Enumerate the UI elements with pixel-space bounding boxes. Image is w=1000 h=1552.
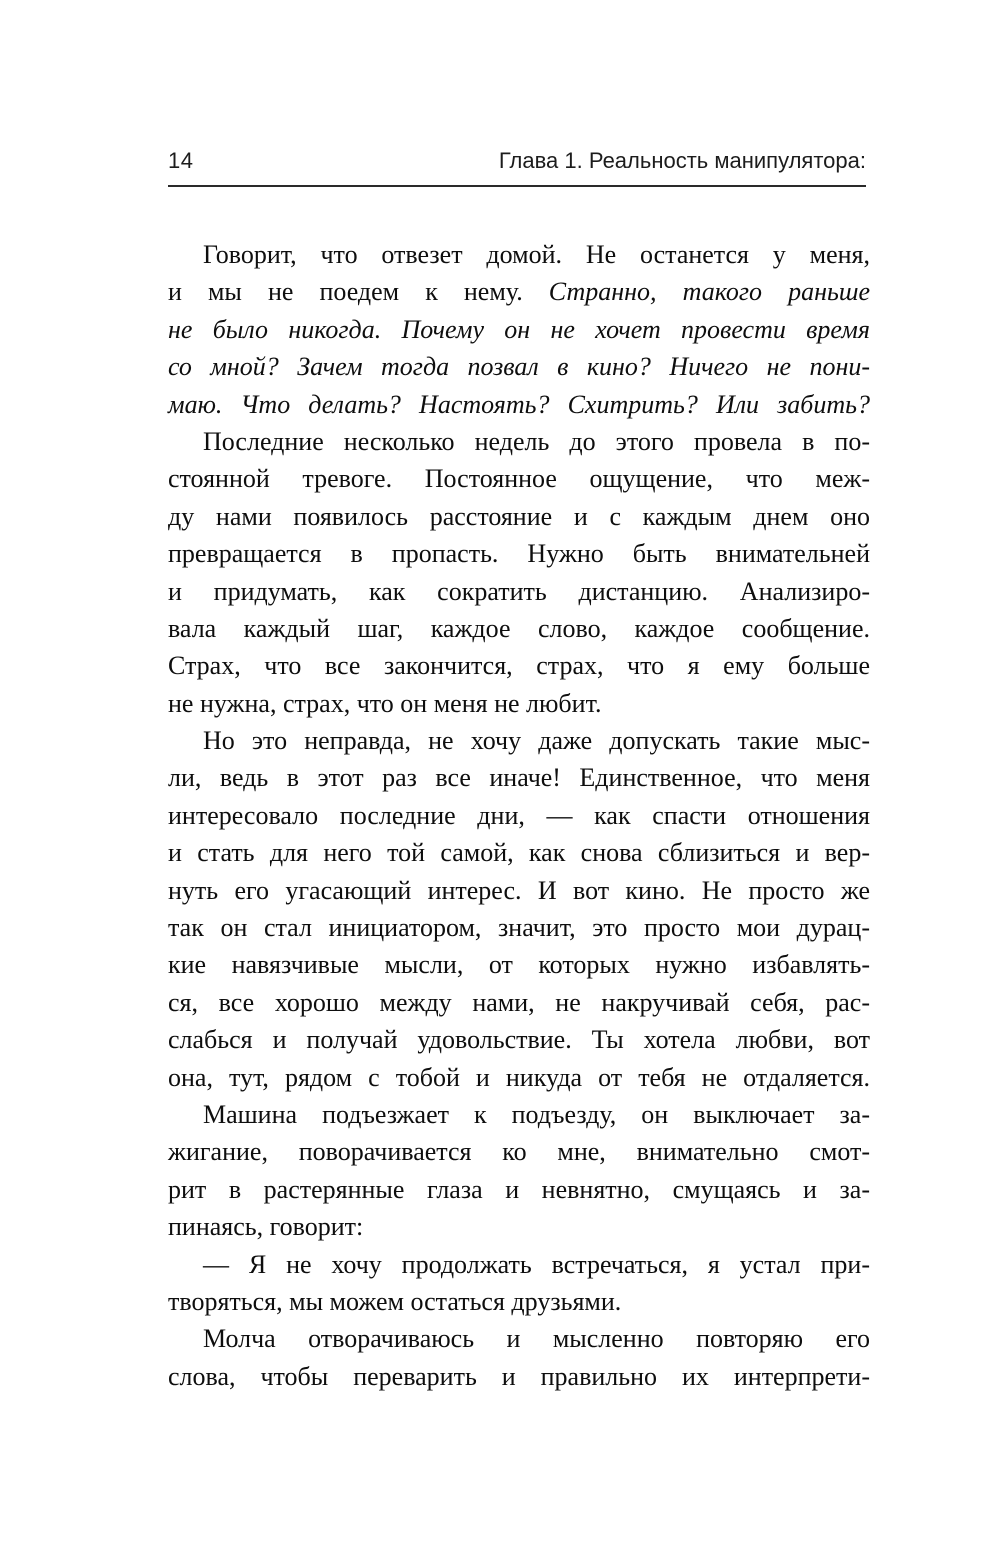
running-title: Глава 1. Реальность манипулятора:	[498, 148, 866, 173]
text-line	[168, 610, 870, 647]
text-segment: слова, чтобы переварить и правильно их интерпрети-	[168, 1361, 870, 1391]
text-segment: и стать для него той самой, как снова сблизиться и вер-	[168, 838, 870, 868]
text-line	[168, 535, 870, 572]
text-line	[168, 1059, 870, 1096]
text-line	[168, 273, 870, 310]
text-segment-italic: Странно, такого раньше	[548, 277, 870, 307]
text-segment: ся, все хорошо между нами, не накручивай себя, рас-	[168, 987, 870, 1017]
text-line	[168, 1133, 870, 1170]
text-block	[168, 236, 870, 1395]
paragraph	[168, 722, 870, 1096]
text-line	[168, 984, 870, 1021]
text-line	[168, 834, 870, 871]
text-line	[168, 722, 870, 759]
text-line	[168, 311, 870, 348]
paragraph	[168, 1096, 870, 1246]
text-segment: и придумать, как сократить дистанцию. Анализиро-	[168, 576, 870, 606]
text-segment: нуть его угасающий интерес. И вот кино. Не просто же	[168, 875, 870, 905]
text-segment: слабься и получай удовольствие. Ты хотела любви, вот	[168, 1025, 870, 1055]
paragraph	[168, 1320, 870, 1395]
text-segment: Машина подъезжает к подъезду, он выключает за-	[203, 1099, 870, 1129]
text-segment-italic: маю. Что делать? Настоять? Схитрить? Или забить?	[168, 389, 870, 419]
text-line	[168, 685, 870, 722]
text-line	[168, 460, 870, 497]
text-line	[168, 1320, 870, 1357]
text-segment: интересовало последние дни, — как спасти отношения	[168, 800, 870, 830]
text-segment: кие навязчивые мысли, от которых нужно избавлять-	[168, 950, 870, 980]
text-segment: Молча отворачиваюсь и мысленно повторяю его	[203, 1324, 870, 1354]
text-line	[168, 759, 870, 796]
text-segment: Последние несколько недель до этого провела в по-	[203, 426, 870, 456]
text-segment: ли, ведь в этот раз все иначе! Единственное, что меня	[168, 763, 870, 793]
text-segment: рит в растерянные глаза и невнятно, смущаясь и за-	[168, 1174, 870, 1204]
running-header	[168, 148, 866, 187]
text-line	[168, 498, 870, 535]
text-line	[168, 423, 870, 460]
text-segment: пинаясь, говорит:	[168, 1212, 364, 1242]
paragraph	[168, 1246, 870, 1321]
text-line	[168, 386, 870, 423]
text-line	[168, 573, 870, 610]
text-segment: так он стал инициатором, значит, это просто мои дурац-	[168, 913, 870, 943]
text-line	[168, 1246, 870, 1283]
text-segment: стоянной тревоге. Постоянное ощущение, что меж-	[168, 464, 870, 494]
text-segment: Говорит, что отвезет домой. Не останется у меня,	[203, 240, 870, 269]
text-line	[168, 1283, 870, 1320]
text-segment: она, тут, рядом с тобой и никуда от тебя не отдаляется.	[168, 1062, 870, 1092]
text-segment: жигание, поворачивается ко мне, внимательно смот-	[168, 1137, 870, 1167]
text-line	[168, 909, 870, 946]
paragraph	[168, 423, 870, 722]
paragraph	[168, 236, 870, 423]
text-line	[168, 1096, 870, 1133]
text-segment: Но это неправда, не хочу даже допускать такие мыс-	[203, 726, 870, 756]
text-segment: превращается в пропасть. Нужно быть внимательней	[168, 539, 870, 569]
text-line	[168, 1171, 870, 1208]
text-line	[168, 797, 870, 834]
text-segment-italic: не было никогда. Почему он не хочет провести время	[168, 314, 870, 344]
text-segment: творяться, мы можем остаться друзьями.	[168, 1286, 622, 1316]
text-segment: не нужна, страх, что он меня не любит.	[168, 688, 602, 718]
page-number: 14	[168, 148, 194, 173]
text-line	[168, 647, 870, 684]
text-segment: ду нами появилось расстояние и с каждым днем оно	[168, 501, 870, 531]
text-segment: и мы не поедем к нему.	[168, 277, 549, 307]
text-line	[168, 348, 870, 385]
text-segment: Страх, что все закончится, страх, что я ему больше	[168, 651, 870, 681]
text-line	[168, 946, 870, 983]
text-line	[168, 872, 870, 909]
text-line	[168, 1208, 870, 1245]
text-line	[168, 1358, 870, 1395]
text-line	[168, 1021, 870, 1058]
text-segment-italic: со мной? Зачем тогда позвал в кино? Ничего не пони-	[168, 352, 870, 382]
text-segment: — Я не хочу продолжать встречаться, я устал при-	[203, 1249, 870, 1279]
text-line	[168, 236, 870, 273]
text-segment: вала каждый шаг, каждое слово, каждое сообщение.	[168, 613, 870, 643]
